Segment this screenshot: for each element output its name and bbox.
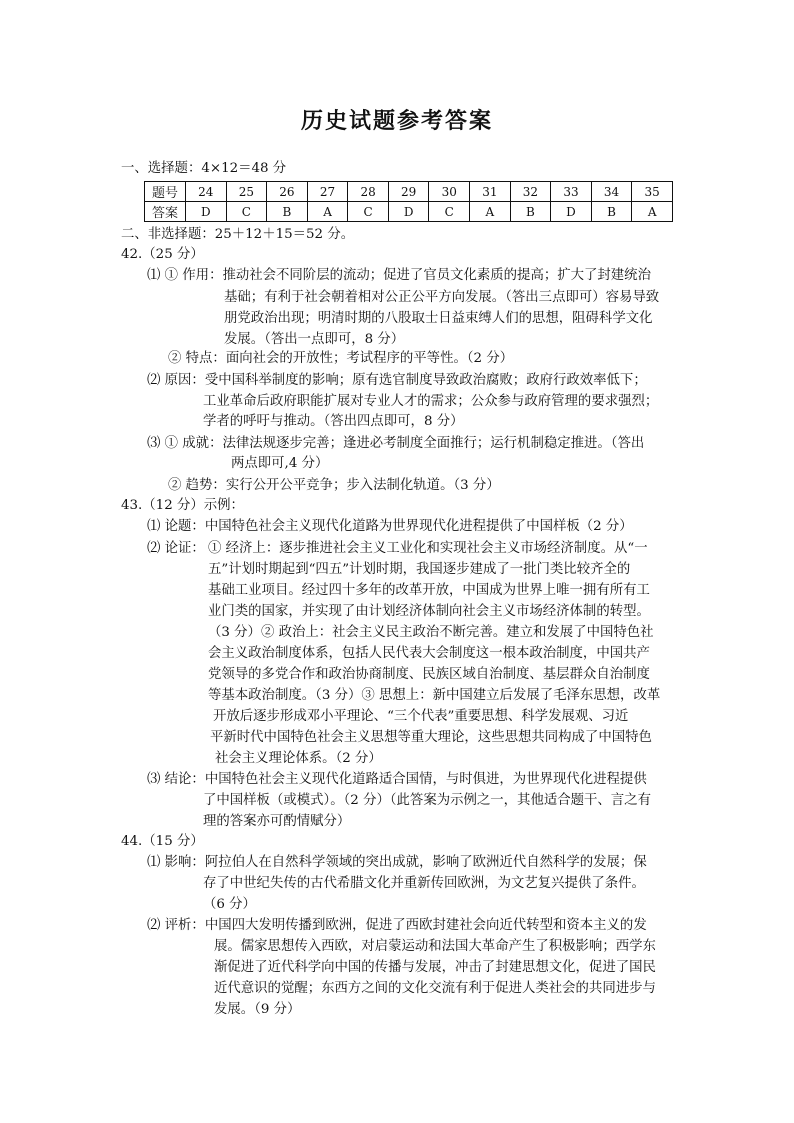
q43-heading: 43.（12 分）示例： (121, 498, 244, 513)
q43-p3-line3: 理的答案亦可酌情赋分） (203, 814, 351, 829)
q43-p2-line: 业门类的国家，并实现了由计划经济体制向社会主义市场经济体制的转型。 (208, 604, 650, 619)
q42-p1-line2: 基础；有利于社会朝着相对公正公平方向发展。（答出三点即可）容易导致 (224, 290, 660, 305)
q43-p3-line2: 了中国样板（或模式）。（2 分）（此答案为示例之一，其他适合题干、言之有 (203, 793, 651, 808)
table-cell: 28 (348, 182, 389, 202)
table-row-numbers (145, 182, 673, 202)
table-cell: C (226, 202, 267, 222)
q42-p1b: ② 特点：面向社会的开放性；考试程序的平等性。（2 分） (168, 351, 514, 366)
q44-p1-line2: 存了中世纪失传的古代希腊文化并重新传回欧洲，为文艺复兴提供了条件。 (203, 876, 645, 891)
q43-p2-line: 等基本政治制度。（3 分）③ 思想上：新中国建立后发展了毛泽东思想，改革 (208, 688, 661, 703)
table-row-answers (145, 202, 673, 222)
table-cell: 24 (186, 182, 227, 202)
q43-p2-lead: ⑵ 论证： (147, 541, 205, 556)
table-cell: 34 (591, 182, 632, 202)
table-cell: 31 (470, 182, 511, 202)
table-cell: D (186, 202, 227, 222)
row-label-answer: 答案 (145, 202, 186, 222)
q42-p2-line1: ⑵ 原因：受中国科举制度的影响；原有选官制度导致政治腐败；政府行政效率低下； (147, 373, 647, 388)
q43-p2-line: 五”计划时期起到“四五”计划时期，我国逐步建成了一批门类比较齐全的 (208, 562, 631, 577)
q42-p1-line1: ⑴ ① 作用：推动社会不同阶层的流动；促进了官员文化素质的提高；扩大了封建统治 (147, 268, 651, 283)
q42-heading: 42.（25 分） (121, 247, 204, 262)
q43-p2-line: 平新时代中国特色社会主义思想等重大理论，这些思想共同构成了中国特色 (210, 730, 652, 745)
q42-p3-line1: ⑶ ① 成就：法律法规逐步完善；逢进必考制度全面推行；运行机制稳定推进。（答出 (147, 436, 645, 451)
table-cell: A (307, 202, 348, 222)
q44-p2-line5: 发展。（9 分） (214, 1002, 301, 1017)
q44-p1-line3: （6 分） (203, 897, 256, 912)
answer-table (144, 181, 673, 222)
q42-p1-line3: 朋党政治出现；明清时期的八股取士日益束缚人们的思想，阻碍科学文化 (224, 311, 653, 326)
row-label-number: 题号 (145, 182, 186, 202)
q44-p2-line3: 渐促进了近代科学向中国的传播与发展，冲击了封建思想文化，促进了国民 (214, 960, 656, 975)
table-cell: A (632, 202, 673, 222)
table-cell: 35 (632, 182, 673, 202)
q44-p2-line2: 展。儒家思想传入西欧，对启蒙运动和法国大革命产生了积极影响；西学东 (214, 939, 656, 954)
table-cell: B (510, 202, 551, 222)
section1-heading: 一、选择题：4×12＝48 分 (121, 161, 287, 176)
table-cell: B (591, 202, 632, 222)
table-cell: 30 (429, 182, 470, 202)
q42-p3-line2: 两点即可,4 分） (231, 456, 329, 471)
q44-heading: 44.（15 分） (121, 834, 204, 849)
q43-p3-line1: ⑶ 结论：中国特色社会主义现代化道路适合国情，与时俱进，为世界现代化进程提供 (147, 772, 647, 787)
q44-p2-line4: 近代意识的觉醒；东西方之间的文化交流有利于促进人类社会的共同进步与 (214, 981, 656, 996)
table-cell: 32 (510, 182, 551, 202)
table-cell: 33 (551, 182, 592, 202)
table-cell: B (267, 202, 308, 222)
q43-p2-line: ① 经济上：逐步推进社会主义工业化和实现社会主义市场经济制度。从“一 (208, 541, 648, 556)
table-cell: C (429, 202, 470, 222)
table-cell: 27 (307, 182, 348, 202)
q43-p2-line: 会主义政治制度体系，包括人民代表大会制度这一根本政治制度，中国共产 (208, 646, 650, 661)
q43-p2-line: 基础工业项目。经过四十多年的改革开放，中国成为世界上唯一拥有所有工 (208, 583, 650, 598)
q42-p2-line3: 学者的呼吁与推动。（答出四点即可，8 分） (203, 414, 464, 429)
q42-p1-line4: 发展。（答出一点即可，8 分） (224, 332, 405, 347)
q43-p1: ⑴ 论题：中国特色社会主义现代化道路为世界现代化进程提供了中国样板（2 分） (147, 519, 633, 534)
q43-p2-line: 社会主义理论体系。（2 分） (215, 751, 382, 766)
table-cell: A (470, 202, 511, 222)
table-cell: D (551, 202, 592, 222)
section2-heading: 二、非选择题：25＋12＋15＝52 分。 (121, 227, 355, 242)
q44-p1-line1: ⑴ 影响：阿拉伯人在自然科学领域的突出成就，影响了欧洲近代自然科学的发展；保 (147, 855, 647, 870)
table-cell: 26 (267, 182, 308, 202)
table-cell: D (388, 202, 429, 222)
q42-p3b: ② 趋势：实行公开公平竞争；步入法制化轨道。（3 分） (168, 478, 500, 493)
table-cell: 29 (388, 182, 429, 202)
table-cell: 25 (226, 182, 267, 202)
table-cell: C (348, 202, 389, 222)
q43-p2-line: 党领导的多党合作和政治协商制度、民族区域自治制度、基层群众自治制度 (208, 667, 650, 682)
q43-p2-line: 开放后逐步形成邓小平理论、“三个代表”重要思想、科学发展观、习近 (213, 709, 629, 724)
q44-p2-line1: ⑵ 评析：中国四大发明传播到欧洲，促进了西欧封建社会向近代转型和资本主义的发 (147, 918, 647, 933)
page-title: 历史试题参考答案 (300, 108, 493, 134)
q43-p2-line: （3 分）② 政治上：社会主义民主政治不断完善。建立和发展了中国特色社 (208, 625, 654, 640)
q42-p2-line2: 工业革命后政府职能扩展对专业人才的需求；公众参与政府管理的要求强烈； (203, 394, 659, 409)
